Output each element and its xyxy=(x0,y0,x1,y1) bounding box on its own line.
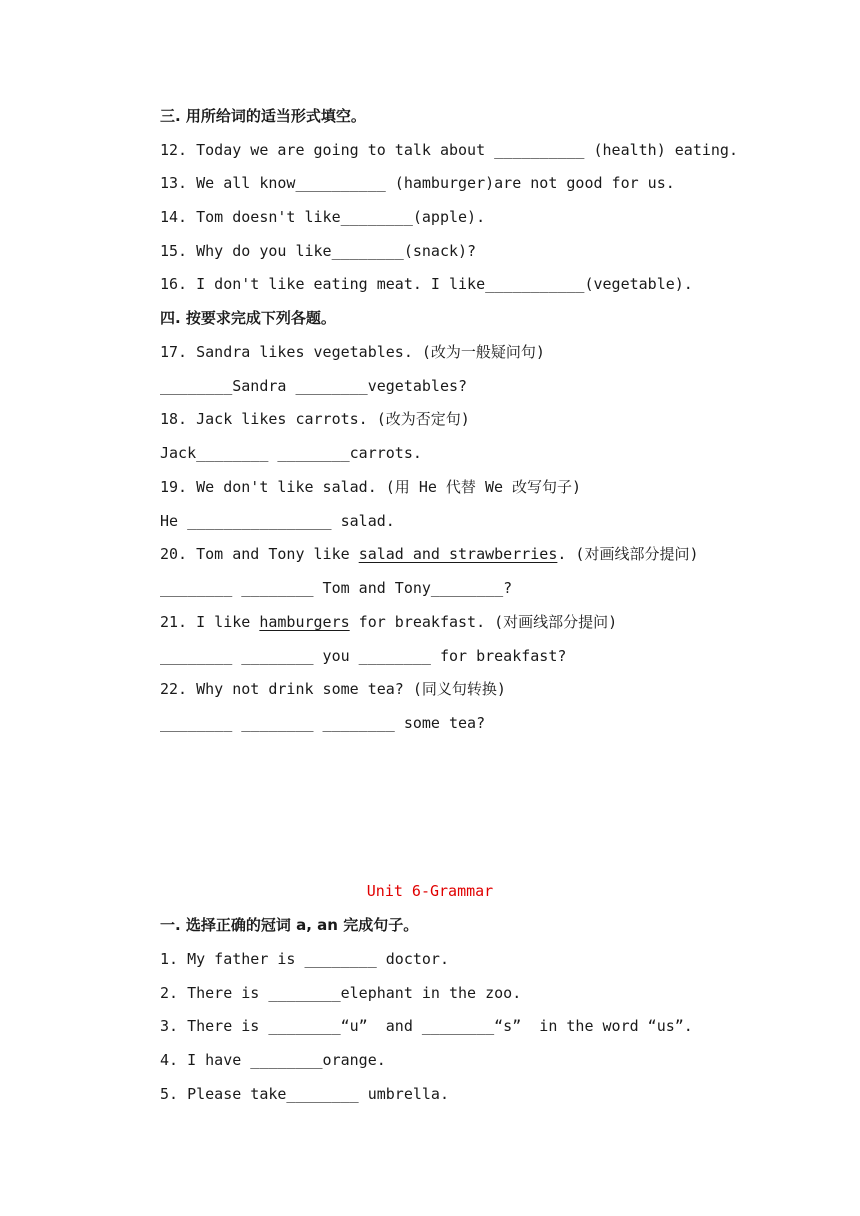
question-21-underlined: hamburgers xyxy=(259,613,350,631)
question-21-suffix: for breakfast. (对画线部分提问) xyxy=(349,613,618,631)
section-3-heading: 三. 用所给词的适当形式填空。 xyxy=(160,107,366,125)
question-18: 18. Jack likes carrots. (改为否定句) xyxy=(160,410,470,428)
question-15: 15. Why do you like________(snack)? xyxy=(160,242,477,260)
unit-question-4: 4. I have ________orange. xyxy=(160,1051,386,1069)
answer-20: ________ ________ Tom and Tony________? xyxy=(160,579,513,597)
unit-question-3: 3. There is ________“u” and ________“s” in the word “us”. xyxy=(160,1017,693,1035)
question-13: 13. We all know__________ (hamburger)are not good for us. xyxy=(160,174,675,192)
question-14: 14. Tom doesn't like________(apple). xyxy=(160,208,486,226)
unit-title: Unit 6-Grammar xyxy=(366,882,494,900)
answer-19: He ________________ salad. xyxy=(160,512,395,530)
question-20-prefix: 20. Tom and Tony like xyxy=(160,545,359,563)
question-20 xyxy=(160,544,699,564)
answer-17: ________Sandra ________vegetables? xyxy=(160,377,468,395)
answer-18: Jack________ ________carrots. xyxy=(160,444,422,462)
question-21-prefix: 21. I like xyxy=(160,613,260,631)
unit-question-1: 1. My father is ________ doctor. xyxy=(160,950,449,968)
answer-22: ________ ________ ________ some tea? xyxy=(160,714,486,732)
unit-section-1-heading: 一. 选择正确的冠词 a, an 完成句子。 xyxy=(160,916,419,934)
unit-question-5: 5. Please take________ umbrella. xyxy=(160,1085,449,1103)
question-17: 17. Sandra likes vegetables. (改为一般疑问句) xyxy=(160,343,545,361)
section-4-heading: 四. 按要求完成下列各题。 xyxy=(160,309,336,327)
question-16: 16. I don't like eating meat. I like___________(vegetable). xyxy=(160,275,693,293)
question-19: 19. We don't like salad. (用 He 代替 We 改写句子) xyxy=(160,478,582,496)
question-20-suffix: . (对画线部分提问) xyxy=(557,545,699,563)
question-21 xyxy=(160,612,617,632)
question-12: 12. Today we are going to talk about __________ (health) eating. xyxy=(160,141,738,159)
question-20-underlined: salad and strawberries xyxy=(358,545,558,563)
unit-question-2: 2. There is ________elephant in the zoo. xyxy=(160,984,522,1002)
answer-21: ________ ________ you ________ for breakfast? xyxy=(160,647,567,665)
question-22: 22. Why not drink some tea? (同义句转换) xyxy=(160,680,506,698)
